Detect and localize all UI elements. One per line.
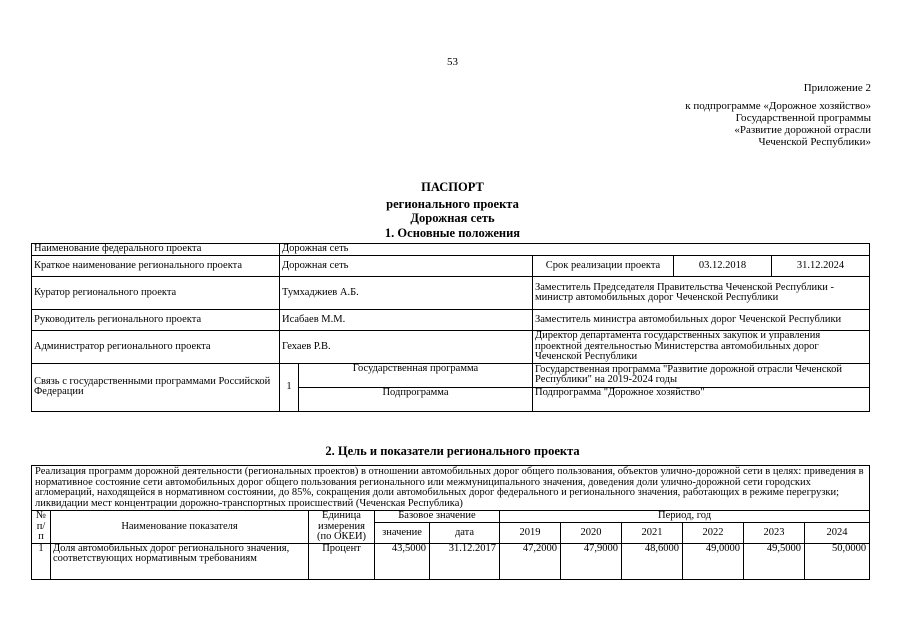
header-period: Период, год bbox=[500, 511, 870, 523]
admin-name: Гехаев Р.В. bbox=[280, 331, 533, 364]
curator-position: Заместитель Председателя Правительства Чеченской Республики - министр автомобильных дорог Чеченской Республики bbox=[533, 277, 870, 310]
header-year: 2022 bbox=[683, 522, 744, 543]
header-year: 2019 bbox=[500, 522, 561, 543]
value-2019: 47,2000 bbox=[500, 543, 561, 579]
value-2021: 48,6000 bbox=[622, 543, 683, 579]
admin-label: Администратор регионального проекта bbox=[32, 331, 280, 364]
head-label: Руководитель регионального проекта bbox=[32, 310, 280, 331]
base-date: 31.12.2017 bbox=[430, 543, 500, 579]
header-number: № п/п bbox=[32, 511, 51, 544]
passport-subtitle: регионального проекта bbox=[386, 197, 519, 211]
table-row bbox=[32, 244, 870, 256]
header-year: 2023 bbox=[744, 522, 805, 543]
indicator-name: Доля автомобильных дорог регионального значения, соответствующих нормативным требованиям bbox=[51, 543, 309, 579]
link-number: 1 bbox=[280, 363, 299, 411]
state-program-label: Государственная программа bbox=[299, 363, 533, 387]
section-1-heading: 1. Основные положения bbox=[384, 226, 521, 240]
table-row bbox=[32, 277, 870, 310]
admin-position: Директор департамента государственных закупок и управления проектной деятельностью Министерства автомобильных дорог Чеченской Республики bbox=[533, 331, 870, 364]
basic-provisions-table bbox=[31, 243, 870, 412]
subprogram-label: Подпрограмма bbox=[299, 387, 533, 411]
term-label: Срок реализации проекта bbox=[533, 256, 674, 277]
appendix-line: Чеченской Республики» bbox=[758, 136, 871, 148]
subprogram-value: Подпрограмма "Дорожное хозяйство" bbox=[533, 387, 870, 411]
goal-indicators-table bbox=[31, 465, 870, 580]
project-name: Дорожная сеть bbox=[410, 211, 495, 225]
page-number: 53 bbox=[447, 56, 458, 68]
table-row bbox=[32, 363, 870, 387]
header-year: 2021 bbox=[622, 522, 683, 543]
value-2023: 49,5000 bbox=[744, 543, 805, 579]
appendix-reference bbox=[685, 100, 871, 148]
header-base: Базовое значение bbox=[375, 511, 500, 523]
section-2-heading: 2. Цель и показатели регионального проекта bbox=[325, 444, 580, 458]
table-row bbox=[32, 331, 870, 364]
header-year: 2020 bbox=[561, 522, 622, 543]
short-name-value: Дорожная сеть bbox=[280, 256, 533, 277]
federal-project-label: Наименование федерального проекта bbox=[32, 244, 280, 256]
short-name-label: Краткое наименование регионального проекта bbox=[32, 256, 280, 277]
table-row bbox=[32, 511, 870, 523]
head-name: Исабаев М.М. bbox=[280, 310, 533, 331]
appendix-line: к подпрограмме «Дорожное хозяйство» bbox=[685, 100, 871, 112]
goal-description: Реализация программ дорожной деятельности (региональных проектов) в отношении автомобильных дорог общего пользования, объектов улично-дорожной сети в целях: приведения в нормативное состояние сети автомобильных дорог общего пользования регионального или межмуниципального значения, доведения доли улично-дорожной сети городских агломераций, находящейся в нормативном состоянии, до 85%, сокращения доли автомобильных дорог федерального и регионального значения, работающих в режиме перегрузки; ликвидации мест концентрации дорожно-транспортных происшествий (Чеченская Республика) bbox=[32, 466, 870, 511]
curator-label: Куратор регионального проекта bbox=[32, 277, 280, 310]
passport-title: ПАСПОРТ bbox=[421, 180, 484, 194]
row-number: 1 bbox=[32, 543, 51, 579]
value-2022: 49,0000 bbox=[683, 543, 744, 579]
table-row bbox=[32, 543, 870, 579]
value-2024: 50,0000 bbox=[805, 543, 870, 579]
term-end: 31.12.2024 bbox=[772, 256, 870, 277]
table-row bbox=[32, 256, 870, 277]
head-position: Заместитель министра автомобильных дорог Чеченской Республики bbox=[533, 310, 870, 331]
header-unit: Единица измерения (по ОКЕИ) bbox=[309, 511, 375, 544]
appendix-line: «Развитие дорожной отрасли bbox=[734, 124, 871, 136]
state-program-value: Государственная программа "Развитие дорожной отрасли Чеченской Республики" на 2019-2024 годы bbox=[533, 363, 870, 387]
table-row bbox=[32, 310, 870, 331]
header-base-date: дата bbox=[430, 522, 500, 543]
curator-name: Тумхаджиев А.Б. bbox=[280, 277, 533, 310]
header-indicator-name: Наименование показателя bbox=[51, 511, 309, 544]
table-row bbox=[32, 466, 870, 511]
indicator-unit: Процент bbox=[309, 543, 375, 579]
federal-project-value: Дорожная сеть bbox=[280, 244, 870, 256]
value-2020: 47,9000 bbox=[561, 543, 622, 579]
header-base-value: значение bbox=[375, 522, 430, 543]
link-label: Связь с государственными программами Российской Федерации bbox=[32, 363, 280, 411]
header-year: 2024 bbox=[805, 522, 870, 543]
base-value: 43,5000 bbox=[375, 543, 430, 579]
term-start: 03.12.2018 bbox=[674, 256, 772, 277]
appendix-line: Государственной программы bbox=[735, 112, 871, 124]
appendix-number: Приложение 2 bbox=[803, 82, 871, 94]
